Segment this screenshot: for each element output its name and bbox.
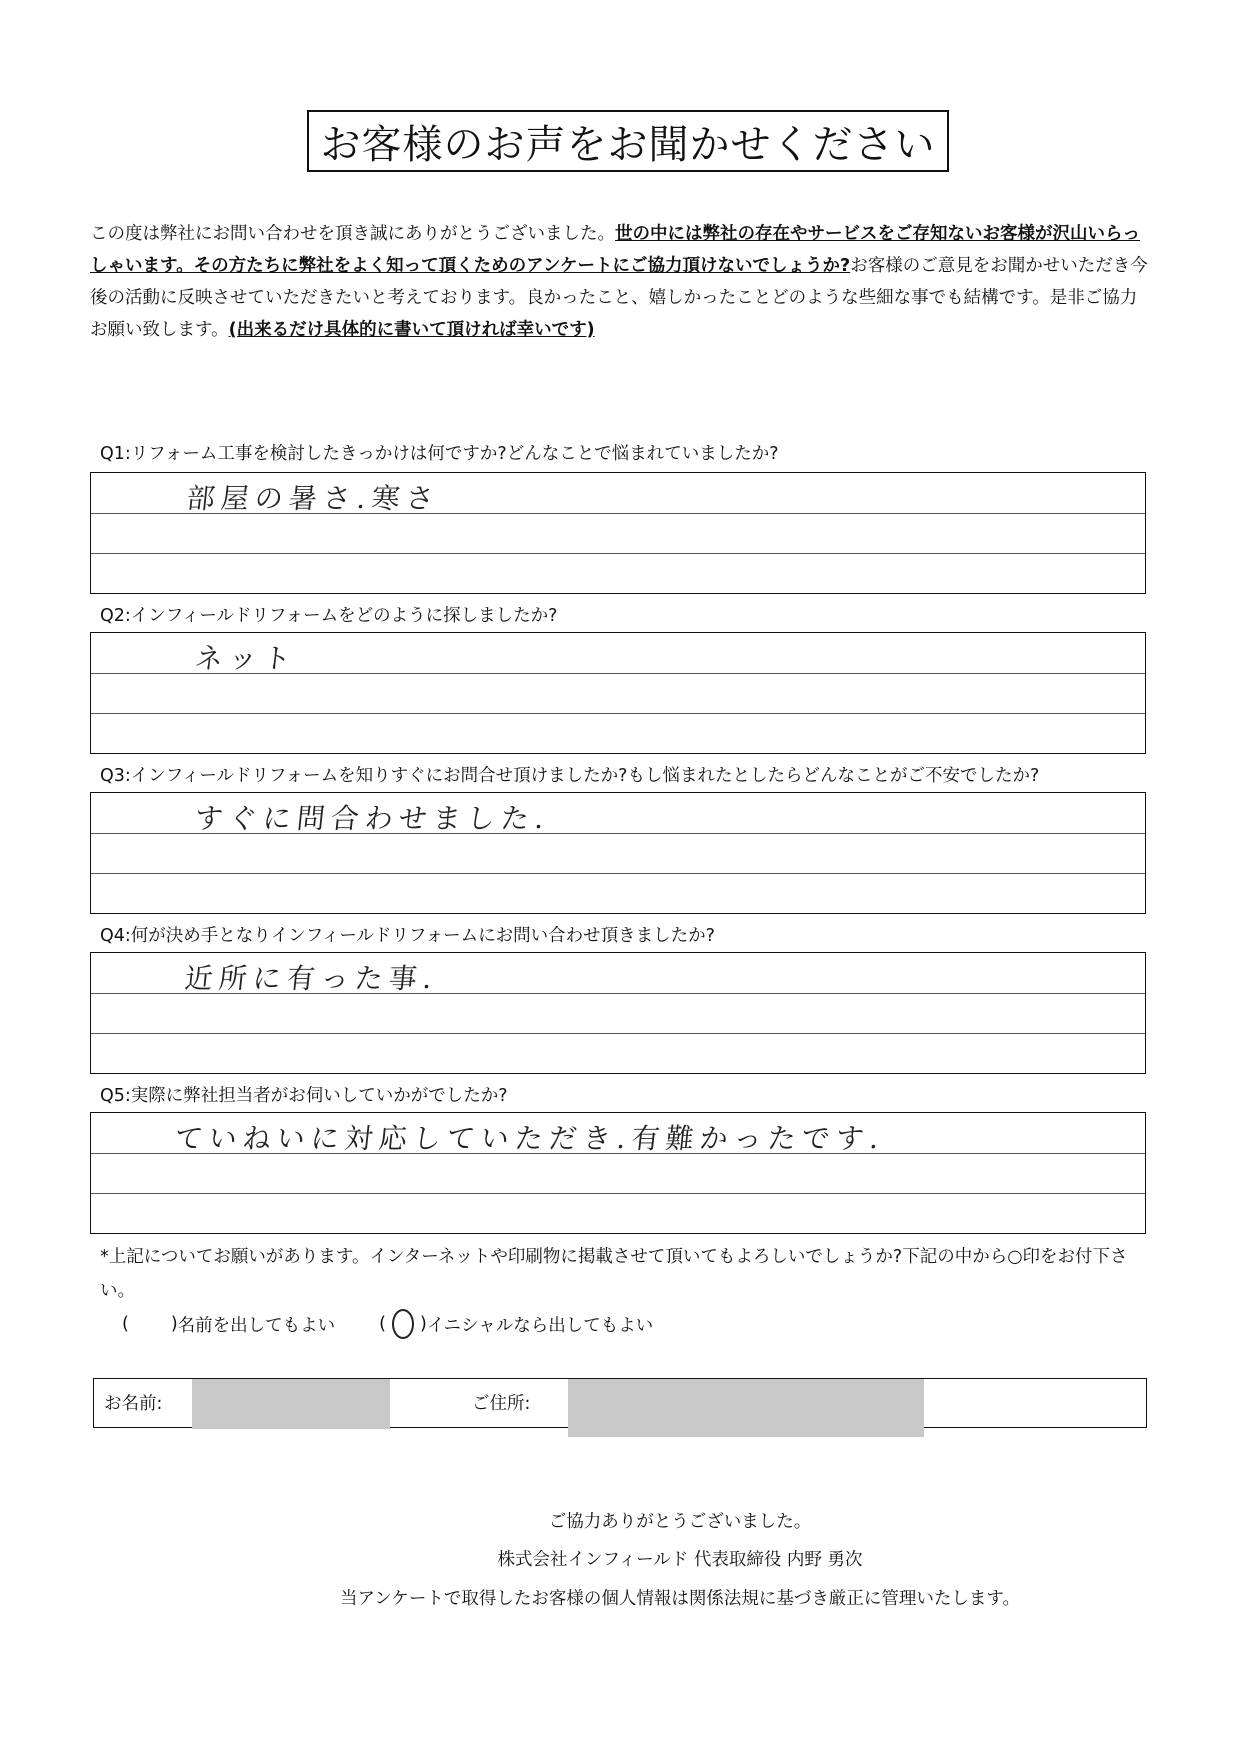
answer-line [91, 1153, 1145, 1154]
choice-1-close-paren: ) [170, 1314, 178, 1334]
answer-2-text: ネット [193, 642, 299, 675]
answer-1-text: 部屋の暑さ.寒さ [185, 482, 442, 515]
question-2-label: Q2:インフィールドリフォームをどのように探しましたか? [100, 606, 558, 626]
publication-note: *上記についてお願いがあります。インターネットや印刷物に掲載させて頂いてもよろしいでしょうか?下記の中から○印をお付下さい。 [100, 1247, 1128, 1301]
answer-line [91, 713, 1145, 714]
choice-initials-ok[interactable] [379, 1309, 653, 1339]
intro-body: お客様のご意見をお聞かせいただき今後の活動に反映させていただきたいと考えております。良かったこと、嬉しかったことどのような些細な事でも結構です。是非ご協力お願い致します。 [90, 256, 1148, 340]
answer-4-text: 近所に有った事. [183, 962, 440, 995]
answer-2-box[interactable] [90, 632, 1146, 754]
choice-2-mark-area[interactable] [386, 1309, 420, 1339]
answer-line [91, 673, 1145, 674]
address-field-redacted[interactable] [568, 1379, 924, 1437]
answer-5-text: ていねいに対応していただき.有難かったです. [173, 1122, 887, 1155]
page-title: お客様のお声をお聞かせください [307, 110, 949, 172]
choice-2-close-paren: ) [419, 1314, 427, 1334]
footer-privacy: 当アンケートで取得したお客様の個人情報は関係法規に基づき厳正に管理いたします。 [339, 1589, 1021, 1609]
answer-line [91, 993, 1145, 994]
contact-box [93, 1378, 1147, 1428]
circle-mark-icon [392, 1309, 414, 1339]
choice-1-label: 名前を出してもよい [177, 1315, 336, 1336]
intro-request: 世の中には弊社の存在やサービスをご存知ないお客様が沢山いらっしゃいます。その方たちに弊社をよく知って頂くためのアンケートにご協力頂けないでしょうか? [90, 224, 1140, 276]
choice-2-open-paren: ( [379, 1314, 386, 1334]
name-field-redacted[interactable] [192, 1379, 390, 1429]
footer-thanks: ご協力ありがとうございました。 [548, 1512, 812, 1532]
name-label: お名前: [104, 1394, 163, 1414]
address-label: ご住所: [472, 1394, 531, 1414]
answer-line [91, 1193, 1145, 1194]
question-5-label: Q5:実際に弊社担当者がお伺いしていかがでしたか? [100, 1086, 508, 1106]
intro-text [90, 218, 1150, 346]
footer-company: 株式会社インフィールド 代表取締役 内野 勇次 [497, 1550, 863, 1570]
answer-1-box[interactable] [90, 472, 1146, 594]
choice-name-ok[interactable] [122, 1312, 335, 1337]
answer-5-box[interactable] [90, 1112, 1146, 1234]
answer-line [91, 1033, 1145, 1034]
answer-4-box[interactable] [90, 952, 1146, 1074]
answer-line [91, 873, 1145, 874]
choice-1-open-paren: ( [122, 1314, 129, 1334]
answer-line [91, 513, 1145, 514]
answer-line [91, 553, 1145, 554]
choice-2-label: イニシャルなら出してもよい [426, 1315, 654, 1336]
answer-3-box[interactable] [90, 792, 1146, 914]
intro-note: (出来るだけ具体的に書いて頂ければ幸いです) [228, 320, 595, 340]
question-3-label: Q3:インフィールドリフォームを知りすぐにお問合せ頂けましたか?もし悩まれたとしたらどんなことがご不安でしたか? [100, 766, 1040, 786]
answer-line [91, 833, 1145, 834]
answer-3-text: すぐに問合わせました. [193, 802, 552, 835]
question-4-label: Q4:何が決め手となりインフィールドリフォームにお問い合わせ頂きましたか? [100, 926, 715, 946]
publication-choices [122, 1309, 653, 1339]
intro-greeting: この度は弊社にお問い合わせを頂き誠にありがとうございました。 [90, 224, 615, 244]
question-1-label: Q1:リフォーム工事を検討したきっかけは何ですか?どんなことで悩まれていましたか? [100, 444, 779, 464]
